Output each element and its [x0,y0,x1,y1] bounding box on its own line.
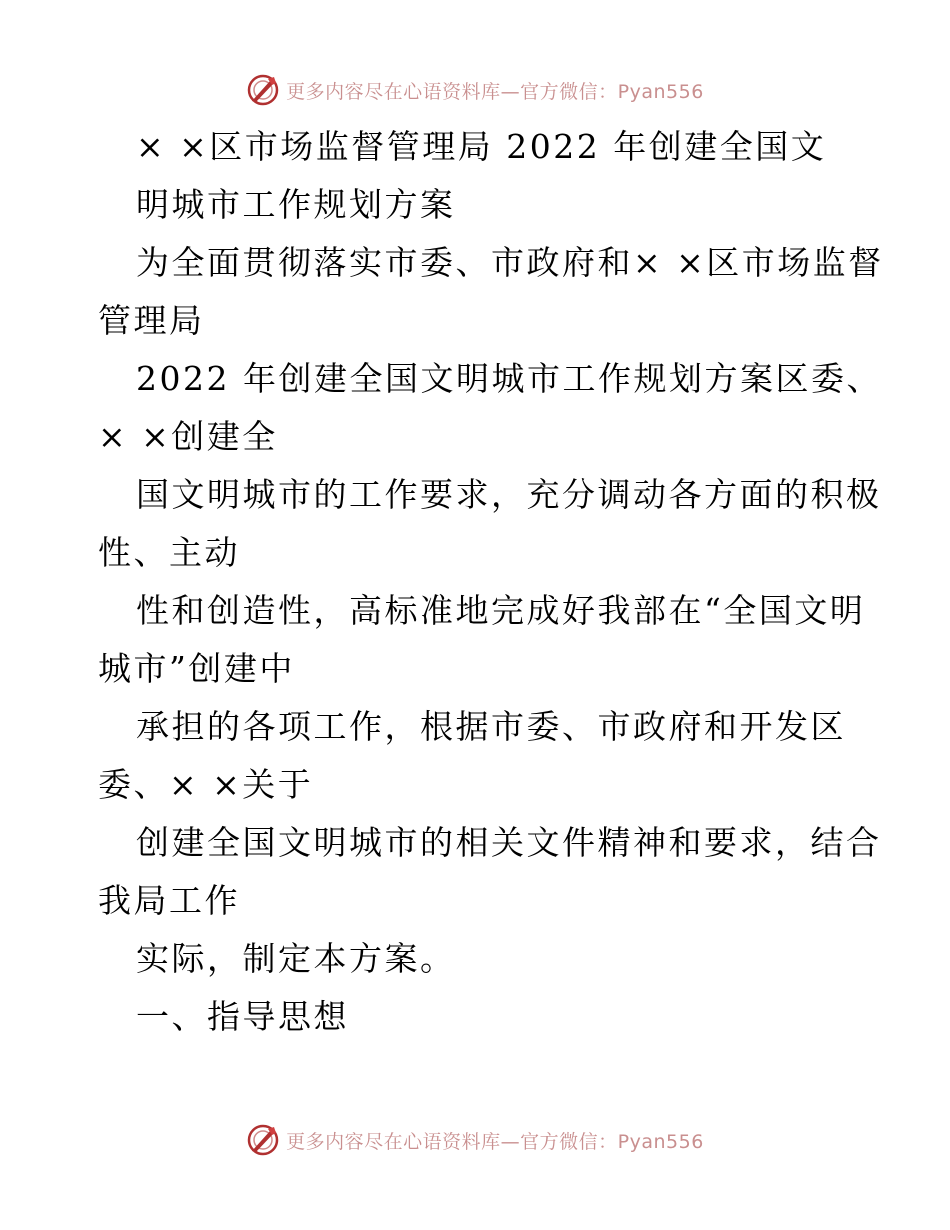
document-line: 创建全国文明城市的相关文件精神和要求，结合 [136,823,882,862]
document-line: 城市”创建中 [98,649,295,688]
document-body [98,118,884,1046]
document-line: 国文明城市的工作要求，充分调动各方面的积极 [136,475,882,514]
document-line: × ×区市场监督管理局 2022 年创建全国文 [136,127,827,166]
document-line: 性和创造性，高标准地完成好我部在“全国文明 [136,591,866,630]
document-line: 委、× ×关于 [98,765,314,804]
document-line: 管理局 [98,301,205,340]
feather-logo-icon [246,1123,280,1157]
document-line: 一、指导思想 [136,997,349,1036]
watermark-text: 更多内容尽在心语资料库—官方微信：Pyan556 [286,1130,704,1153]
header-watermark [0,70,950,110]
watermark-text: 更多内容尽在心语资料库—官方微信：Pyan556 [286,80,704,103]
document-line: 为全面贯彻落实市委、市政府和× ×区市场监督 [136,243,884,282]
document-line: × ×创建全 [98,417,278,456]
document-line: 性、主动 [98,533,240,572]
footer-watermark [0,1120,950,1160]
feather-logo-icon [246,73,280,107]
document-line: 我局工作 [98,881,240,920]
document-line: 承担的各项工作，根据市委、市政府和开发区 [136,707,846,746]
document-line: 2022 年创建全国文明城市工作规划方案区委、 [136,359,882,398]
document-line: 明城市工作规划方案 [136,185,456,224]
document-line: 实际，制定本方案。 [136,939,456,978]
